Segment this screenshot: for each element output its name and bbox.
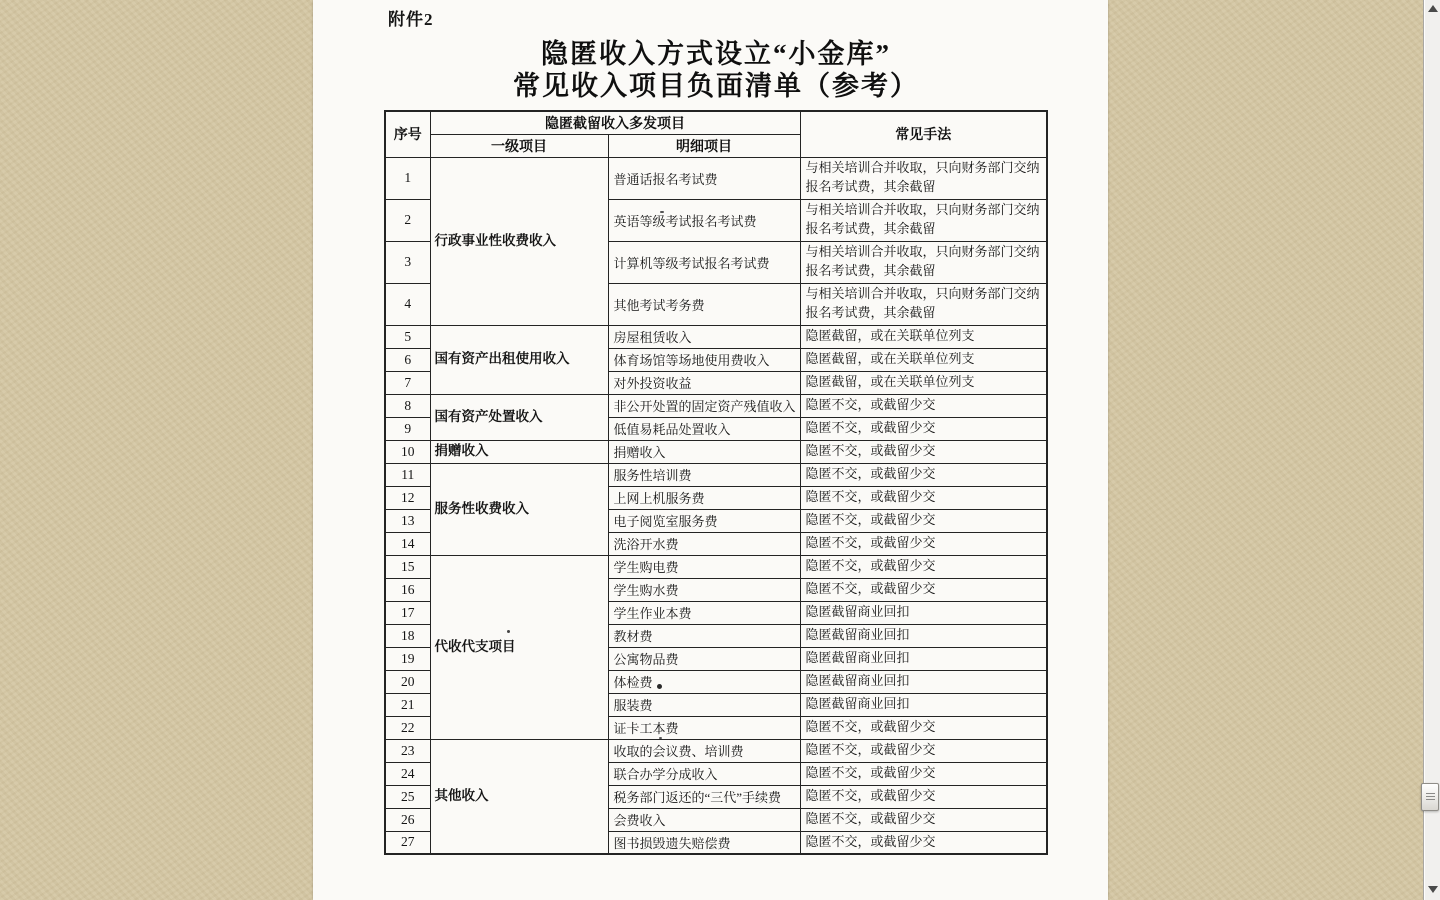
method-cell: 隐匿不交，或截留少交 xyxy=(800,532,1047,555)
document-title-line2: 常见收入项目负面清单（参考） xyxy=(513,71,919,101)
row-number: 13 xyxy=(385,509,430,532)
detail-cell: 教材费 xyxy=(608,624,800,647)
header-group-title: 隐匿截留收入多发项目 xyxy=(430,111,800,134)
method-cell: 隐匿不交，或截留少交 xyxy=(800,785,1047,808)
row-number: 6 xyxy=(385,348,430,371)
row-number: 27 xyxy=(385,831,430,854)
header-method: 常见手法 xyxy=(800,111,1047,157)
row-number: 26 xyxy=(385,808,430,831)
detail-cell: 普通话报名考试费 xyxy=(608,157,800,199)
document-title-line1: 隐匿收入方式设立“小金库” xyxy=(541,39,891,69)
method-cell: 隐匿截留，或在关联单位列支 xyxy=(800,325,1047,348)
method-cell: 隐匿不交，或截留少交 xyxy=(800,762,1047,785)
detail-cell: 联合办学分成收入 xyxy=(608,762,800,785)
method-cell: 隐匿不交，或截留少交 xyxy=(800,739,1047,762)
table-row xyxy=(385,157,1047,199)
method-cell: 隐匿不交，或截留少交 xyxy=(800,578,1047,601)
method-cell: 隐匿不交，或截留少交 xyxy=(800,463,1047,486)
vertical-scrollbar[interactable] xyxy=(1423,0,1440,900)
group-cell: 其他收入 xyxy=(430,739,608,854)
scan-speck xyxy=(660,211,664,213)
detail-cell: 低值易耗品处置收入 xyxy=(608,417,800,440)
header-level1: 一级项目 xyxy=(430,134,608,157)
table-header xyxy=(385,111,1047,157)
table-row xyxy=(385,325,1047,348)
row-number: 25 xyxy=(385,785,430,808)
scrollbar-thumb[interactable] xyxy=(1421,783,1439,811)
method-cell: 隐匿截留，或在关联单位列支 xyxy=(800,348,1047,371)
row-number: 4 xyxy=(385,283,430,325)
method-cell: 与相关培训合并收取，只向财务部门交纳报名考试费，其余截留 xyxy=(800,241,1047,283)
method-cell: 与相关培训合并收取，只向财务部门交纳报名考试费，其余截留 xyxy=(800,157,1047,199)
method-cell: 隐匿不交，或截留少交 xyxy=(800,417,1047,440)
detail-cell: 计算机等级考试报名考试费 xyxy=(608,241,800,283)
detail-cell: 体育场馆等场地使用费收入 xyxy=(608,348,800,371)
detail-cell: 非公开处置的固定资产残值收入 xyxy=(608,394,800,417)
row-number: 5 xyxy=(385,325,430,348)
row-number: 1 xyxy=(385,157,430,199)
table-row xyxy=(385,739,1047,762)
group-cell: 国有资产处置收入 xyxy=(430,394,608,440)
group-cell: 行政事业性收费收入 xyxy=(430,157,608,325)
scan-speck xyxy=(507,630,510,633)
row-number: 11 xyxy=(385,463,430,486)
row-number: 15 xyxy=(385,555,430,578)
row-number: 19 xyxy=(385,647,430,670)
detail-cell: 税务部门返还的“三代”手续费 xyxy=(608,785,800,808)
row-number: 23 xyxy=(385,739,430,762)
table-row xyxy=(385,440,1047,463)
method-cell: 隐匿截留商业回扣 xyxy=(800,670,1047,693)
method-cell: 隐匿截留商业回扣 xyxy=(800,647,1047,670)
row-number: 16 xyxy=(385,578,430,601)
detail-cell: 房屋租赁收入 xyxy=(608,325,800,348)
detail-cell: 图书损毁遗失赔偿费 xyxy=(608,831,800,854)
method-cell: 隐匿截留，或在关联单位列支 xyxy=(800,371,1047,394)
attachment-label: 附件2 xyxy=(388,10,434,29)
row-number: 24 xyxy=(385,762,430,785)
detail-cell: 洗浴开水费 xyxy=(608,532,800,555)
row-number: 3 xyxy=(385,241,430,283)
group-cell: 捐赠收入 xyxy=(430,440,608,463)
group-cell: 服务性收费收入 xyxy=(430,463,608,555)
detail-cell: 学生购电费 xyxy=(608,555,800,578)
detail-cell: 证卡工本费 xyxy=(608,716,800,739)
row-number: 2 xyxy=(385,199,430,241)
table-body xyxy=(385,157,1047,854)
row-number: 22 xyxy=(385,716,430,739)
detail-cell: 体检费 xyxy=(608,670,800,693)
row-number: 18 xyxy=(385,624,430,647)
document-page xyxy=(313,0,1108,900)
negative-list-table-wrap xyxy=(384,110,1048,855)
row-number: 9 xyxy=(385,417,430,440)
row-number: 21 xyxy=(385,693,430,716)
detail-cell: 服装费 xyxy=(608,693,800,716)
detail-cell: 电子阅览室服务费 xyxy=(608,509,800,532)
header-detail: 明细项目 xyxy=(608,134,800,157)
method-cell: 隐匿不交，或截留少交 xyxy=(800,486,1047,509)
document-title xyxy=(313,38,1119,102)
method-cell: 隐匿不交，或截留少交 xyxy=(800,716,1047,739)
scan-speck xyxy=(659,737,662,739)
method-cell: 与相关培训合并收取，只向财务部门交纳报名考试费，其余截留 xyxy=(800,199,1047,241)
row-number: 12 xyxy=(385,486,430,509)
method-cell: 隐匿截留商业回扣 xyxy=(800,601,1047,624)
detail-cell: 对外投资收益 xyxy=(608,371,800,394)
detail-cell: 英语等级考试报名考试费 xyxy=(608,199,800,241)
method-cell: 隐匿不交，或截留少交 xyxy=(800,831,1047,854)
group-cell: 国有资产出租使用收入 xyxy=(430,325,608,394)
table-row xyxy=(385,555,1047,578)
row-number: 14 xyxy=(385,532,430,555)
negative-list-table xyxy=(384,110,1048,855)
detail-cell: 上网上机服务费 xyxy=(608,486,800,509)
table-row xyxy=(385,394,1047,417)
table-row xyxy=(385,463,1047,486)
method-cell: 与相关培训合并收取，只向财务部门交纳报名考试费，其余截留 xyxy=(800,283,1047,325)
detail-cell: 学生购水费 xyxy=(608,578,800,601)
method-cell: 隐匿不交，或截留少交 xyxy=(800,440,1047,463)
detail-cell: 收取的会议费、培训费 xyxy=(608,739,800,762)
detail-cell: 服务性培训费 xyxy=(608,463,800,486)
method-cell: 隐匿不交，或截留少交 xyxy=(800,555,1047,578)
scroll-down-icon[interactable] xyxy=(1428,886,1438,893)
detail-cell: 会费收入 xyxy=(608,808,800,831)
row-number: 8 xyxy=(385,394,430,417)
method-cell: 隐匿不交，或截留少交 xyxy=(800,509,1047,532)
row-number: 10 xyxy=(385,440,430,463)
detail-cell: 捐赠收入 xyxy=(608,440,800,463)
row-number: 20 xyxy=(385,670,430,693)
scroll-up-icon[interactable] xyxy=(1428,5,1438,12)
detail-cell: 公寓物品费 xyxy=(608,647,800,670)
header-serial: 序号 xyxy=(385,111,430,157)
detail-cell: 学生作业本费 xyxy=(608,601,800,624)
method-cell: 隐匿截留商业回扣 xyxy=(800,693,1047,716)
method-cell: 隐匿截留商业回扣 xyxy=(800,624,1047,647)
method-cell: 隐匿不交，或截留少交 xyxy=(800,394,1047,417)
row-number: 17 xyxy=(385,601,430,624)
scan-speck xyxy=(657,684,662,689)
grip-lines-icon xyxy=(1426,793,1435,802)
group-cell: 代收代支项目 xyxy=(430,555,608,739)
detail-cell: 其他考试考务费 xyxy=(608,283,800,325)
method-cell: 隐匿不交，或截留少交 xyxy=(800,808,1047,831)
row-number: 7 xyxy=(385,371,430,394)
